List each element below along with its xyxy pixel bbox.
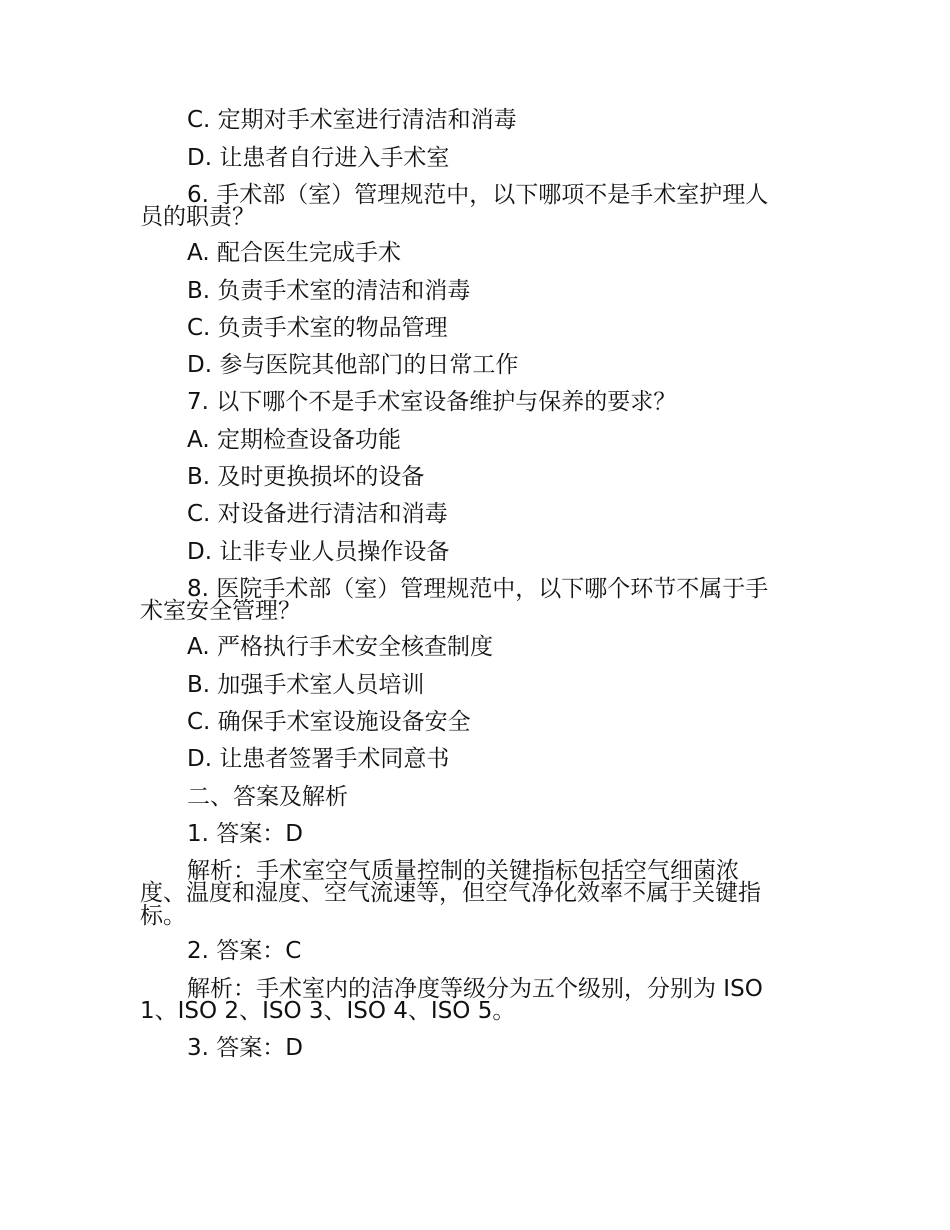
answer-1: 1. 答案：D — [187, 821, 303, 847]
section-heading-answers: 二、答案及解析 — [187, 784, 348, 810]
option-6c: C. 负责手术室的物品管理 — [187, 315, 448, 341]
explanation-2: 解析：手术室内的洁净度等级分为五个级别，分别为 ISO — [187, 976, 763, 1002]
answer-3: 3. 答案：D — [187, 1035, 303, 1061]
question-8-cont: 术室安全管理？ — [140, 598, 301, 624]
explanation-1: 解析：手术室空气质量控制的关键指标包括空气细菌浓 — [187, 858, 739, 884]
question-6: 6. 手术部（室）管理规范中，以下哪项不是手术室护理人 — [187, 182, 769, 208]
option-7d: D. 让非专业人员操作设备 — [187, 539, 450, 565]
option-7b: B. 及时更换损坏的设备 — [187, 464, 425, 490]
option-6d: D. 参与医院其他部门的日常工作 — [187, 352, 519, 378]
option-6a: A. 配合医生完成手术 — [187, 240, 401, 266]
option-8d: D. 让患者签署手术同意书 — [187, 746, 450, 772]
explanation-1-end: 标。 — [140, 903, 186, 929]
explanation-1-cont: 度、温度和湿度、空气流速等，但空气净化效率不属于关键指 — [140, 880, 761, 906]
option-8a: A. 严格执行手术安全核查制度 — [187, 634, 493, 660]
question-6-cont: 员的职责？ — [140, 204, 255, 230]
option-7c: C. 对设备进行清洁和消毒 — [187, 501, 448, 527]
option-7a: A. 定期检查设备功能 — [187, 427, 401, 453]
option-8b: B. 加强手术室人员培训 — [187, 672, 425, 698]
option-5d: D. 让患者自行进入手术室 — [187, 145, 450, 171]
option-8c: C. 确保手术室设施设备安全 — [187, 709, 471, 735]
option-6b: B. 负责手术室的清洁和消毒 — [187, 278, 471, 304]
answer-2: 2. 答案：C — [187, 938, 302, 964]
option-5c: C. 定期对手术室进行清洁和消毒 — [187, 107, 517, 133]
question-7: 7. 以下哪个不是手术室设备维护与保养的要求？ — [187, 389, 677, 415]
explanation-2-cont: 1、ISO 2、ISO 3、ISO 4、ISO 5。 — [140, 998, 516, 1024]
question-8: 8. 医院手术部（室）管理规范中，以下哪个环节不属于手 — [187, 576, 769, 602]
